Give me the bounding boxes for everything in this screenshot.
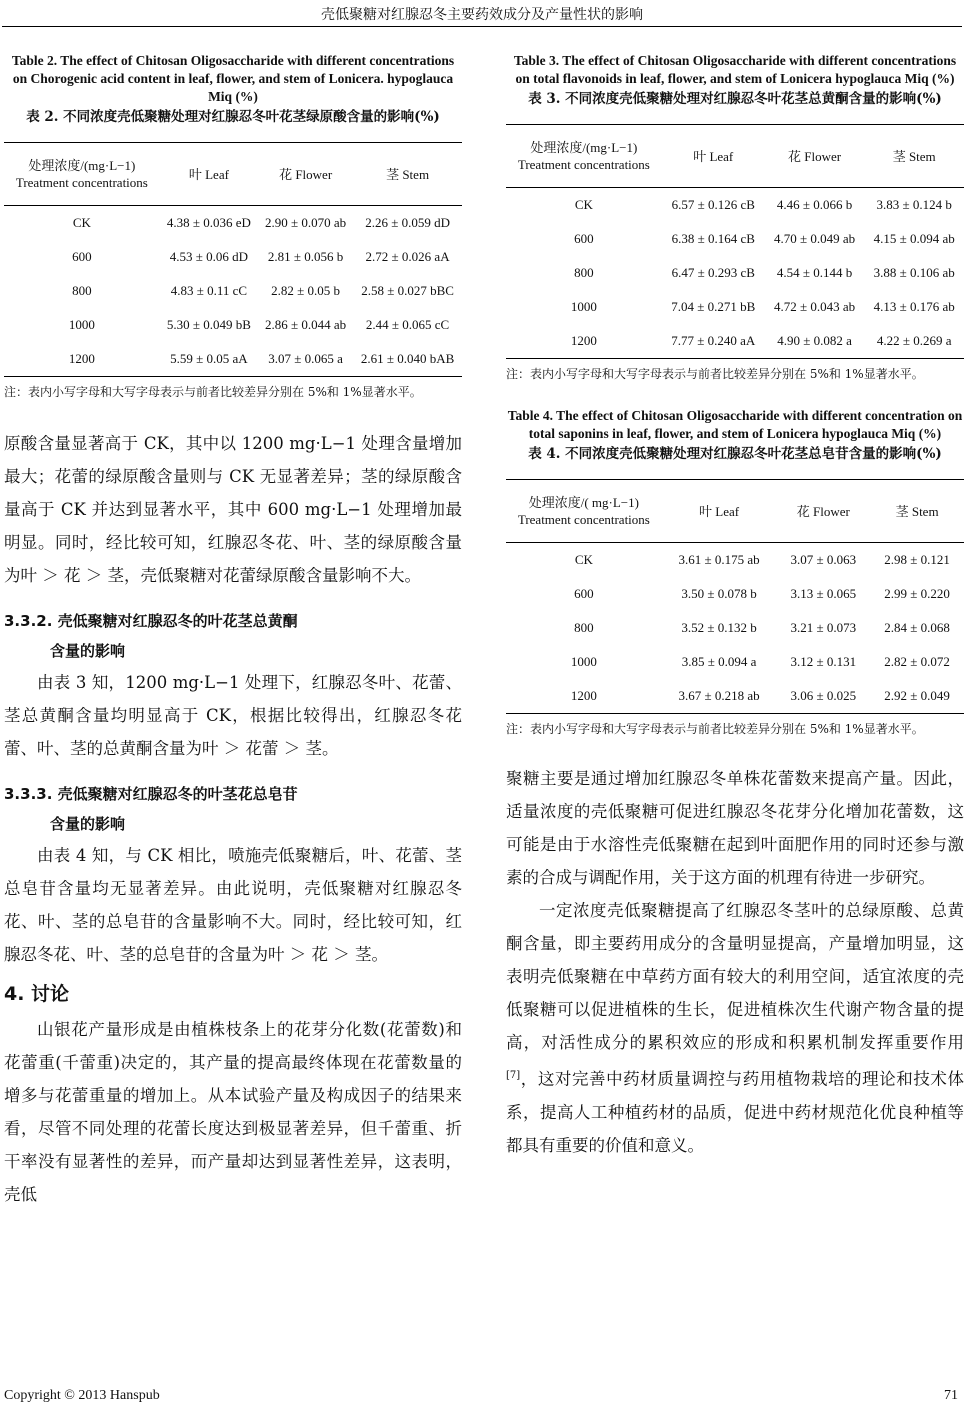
- column-header: 茎 Stem: [870, 480, 964, 543]
- table-row: [4, 308, 462, 342]
- table-cell: 6.47 ± 0.293 cB: [671, 265, 755, 280]
- table-cell: 800: [72, 283, 92, 298]
- table-row: [506, 290, 964, 324]
- table-cell: 600: [72, 249, 92, 264]
- table-cell: 4.70 ± 0.049 ab: [773, 231, 856, 246]
- table-row: [506, 577, 964, 611]
- table-cell: 3.12 ± 0.131: [790, 654, 857, 669]
- table-cell: 2.84 ± 0.068: [884, 620, 950, 635]
- column-header: 处理浓度/( mg·L−1) Treatment concentrations: [506, 480, 662, 543]
- table-cell: 3.13 ± 0.065: [790, 586, 857, 601]
- table4-caption-zh: 表 4. 不同浓度壳低聚糖处理对红腺忍冬叶花茎总皂苷含量的影响(%): [528, 446, 942, 462]
- table3-caption-en: Table 3. The effect of Chitosan Oligosaccharide with different concentrations on total flavonoids in leaf, flower, and stem of Lonicera hypoglauca Miq (%): [513, 53, 957, 86]
- table-cell: 4.38 ± 0.036 eD: [166, 215, 251, 230]
- table-row: [4, 274, 462, 308]
- table-cell: 4.53 ± 0.06 dD: [169, 249, 249, 264]
- table2-caption-en: Table 2. The effect of Chitosan Oligosaccharide with different concentrations on Chorogenic acid content in leaf, flower, and stem of Lonicera. hypoglauca Miq (%): [11, 53, 455, 104]
- column-header: 花 Flower: [765, 125, 865, 188]
- table-row: [4, 206, 462, 241]
- table-cell: 4.90 ± 0.082 a: [765, 324, 865, 359]
- table-cell: 2.99 ± 0.220: [884, 586, 950, 601]
- table-row: [506, 611, 964, 645]
- table4-note: 注：表内小写字母和大写字母表示与前者比较差异分别在 5%和 1%显著水平。: [506, 722, 924, 736]
- table-cell: 1200: [4, 342, 160, 377]
- table-row: [506, 543, 964, 578]
- column-header: 叶 Leaf: [160, 143, 258, 206]
- table-cell: 4.83 ± 0.11 cC: [170, 283, 248, 298]
- table-cell: 3.61 ± 0.175 ab: [678, 552, 760, 567]
- table-cell: CK: [72, 215, 91, 230]
- section-3-3-3-heading: [4, 779, 462, 839]
- table-cell: 3.52 ± 0.132 b: [681, 620, 757, 635]
- paragraph-discussion: 山银花产量形成是由植株枝条上的花芽分化数(花蕾数)和花蕾重(千蕾重)决定的，其产量的提高最终体现在花蕾数量的增多与花蕾重量的增加上。从本试验产量及构成因子的结果来看，尽管不同处理的花蕾长度达到极显著差异，但千蕾重、折干率没有显著性的差异，而产量却达到显著性差异，这表明，壳低: [4, 1020, 462, 1204]
- table3: [506, 124, 964, 359]
- column-header: 茎 Stem: [353, 143, 462, 206]
- table-cell: 1200: [506, 324, 662, 359]
- table-cell: 2.86 ± 0.044 ab: [265, 317, 347, 332]
- section-3-3-2-heading: [4, 606, 462, 666]
- table-cell: 3.83 ± 0.124 b: [876, 197, 952, 212]
- column-header: 叶 Leaf: [662, 480, 777, 543]
- column-header: 茎 Stem: [864, 125, 964, 188]
- table-cell: 1000: [68, 317, 95, 332]
- table-row: [506, 645, 964, 679]
- running-header: 壳低聚糖对红腺忍冬主要药效成分及产量性状的影响: [321, 7, 643, 23]
- table-cell: 600: [574, 231, 594, 246]
- column-header: 处理浓度/(mg·L−1) Treatment concentrations: [4, 143, 160, 206]
- paragraph-conclusion: [506, 894, 964, 1162]
- table-cell: 800: [574, 265, 594, 280]
- table-cell: 3.85 ± 0.094 a: [681, 654, 757, 669]
- table-row: [506, 222, 964, 256]
- page-number: 71: [944, 1388, 958, 1403]
- table-cell: 3.88 ± 0.106 ab: [873, 265, 955, 280]
- right-column: [506, 52, 964, 1162]
- table4-caption-en: Table 4. The effect of Chitosan Oligosaccharide with different concentration on total saponins in leaf, flower, and stem of Lonicera hypoglauca Miq (%): [507, 408, 963, 441]
- table-row: [506, 256, 964, 290]
- table-row: [506, 324, 964, 359]
- table-cell: 2.92 ± 0.049: [870, 679, 964, 714]
- paragraph-yield: 聚糖主要是通过增加红腺忍冬单株花蕾数来提高产量。因此，适量浓度的壳低聚糖可促进红腺忍冬花芽分化增加花蕾数，这可能是由于水溶性壳低聚糖在起到叶面肥作用的同时还参与激素的合成与调配作用，关于这方面的机理有待进一步研究。: [506, 769, 964, 887]
- column-header: 花 Flower: [776, 480, 870, 543]
- table-cell: 3.06 ± 0.025: [776, 679, 870, 714]
- table-cell: 4.22 ± 0.269 a: [864, 324, 964, 359]
- table-cell: 1200: [506, 679, 662, 714]
- citation-ref: [7]: [506, 1070, 521, 1081]
- table-cell: 4.54 ± 0.144 b: [776, 265, 853, 280]
- table-row: [506, 679, 964, 714]
- table-cell: 5.30 ± 0.049 bB: [166, 317, 251, 332]
- table3-note: 注：表内小写字母和大写字母表示与前者比较差异分别在 5%和 1%显著水平。: [506, 367, 924, 381]
- paragraph-chlorogenic: 原酸含量显著高于 CK，其中以 1200 mg·L−1 处理含量增加最大；花蕾的绿原酸含量则与 CK 无显著差异；茎的绿原酸含量高于 CK 并达到显著水平，其中 600 mg·L−1 处理增加最明显。同时，经比较可知，红腺忍冬花、叶、茎的绿原酸含量为叶 ＞ 花 ＞ 茎，壳低聚糖对花蕾绿原酸含量影响不大。: [4, 434, 462, 585]
- table-cell: 4.13 ± 0.176 ab: [873, 299, 955, 314]
- copyright: Copyright © 2013 Hanspub: [4, 1388, 160, 1403]
- table-cell: 2.81 ± 0.056 b: [267, 249, 344, 264]
- table-cell: 7.77 ± 0.240 aA: [662, 324, 765, 359]
- section-3-3-2-title: 3.3.2. 壳低聚糖对红腺忍冬的叶花茎总黄酮: [4, 612, 298, 630]
- conclusion-text-2: ，这对完善中药材质量调控与药用植物栽培的理论和技术体系，提高人工种植药材的品质，促进中药材规范化优良种植等都具有重要的价值和意义。: [506, 1069, 964, 1155]
- paragraph-flavonoids: 由表 3 知，1200 mg·L−1 处理下，红腺忍冬叶、花蕾、茎总黄酮含量均明显高于 CK，根据比较得出，红腺忍冬花蕾、叶、茎的总黄酮含量为叶 ＞ 花蕾 ＞ 茎。: [4, 673, 462, 758]
- left-column: [4, 52, 462, 1211]
- section-3-3-2-title-cont: 含量的影响: [50, 642, 126, 660]
- table-cell: 3.07 ± 0.063: [790, 552, 857, 567]
- table4: [506, 479, 964, 714]
- table-cell: 3.50 ± 0.078 b: [681, 586, 757, 601]
- column-header: 处理浓度/(mg·L−1) Treatment concentrations: [506, 125, 662, 188]
- table-cell: 4.46 ± 0.066 b: [776, 197, 853, 212]
- table-cell: 3.67 ± 0.218 ab: [662, 679, 777, 714]
- table-cell: 6.57 ± 0.126 cB: [671, 197, 755, 212]
- table-cell: 2.44 ± 0.065 cC: [365, 317, 450, 332]
- table-cell: 7.04 ± 0.271 bB: [671, 299, 756, 314]
- table2-note: 注：表内小写字母和大写字母表示与前者比较差异分别在 5%和 1%显著水平。: [4, 385, 422, 399]
- table-cell: 600: [574, 586, 594, 601]
- section-3-3-3-title: 3.3.3. 壳低聚糖对红腺忍冬的叶茎花总皂苷: [4, 785, 298, 803]
- table-cell: 1000: [570, 299, 597, 314]
- table-cell: 2.72 ± 0.026 aA: [365, 249, 450, 264]
- table-cell: 5.59 ± 0.05 aA: [160, 342, 258, 377]
- column-header: 花 Flower: [258, 143, 353, 206]
- table-cell: 3.21 ± 0.073: [790, 620, 857, 635]
- paragraph-saponins: 由表 4 知，与 CK 相比，喷施壳低聚糖后，叶、花蕾、茎总皂苷含量均无显著差异。由此说明，壳低聚糖对红腺忍冬花、叶、茎的总皂苷的含量影响不大。同时，经比较可知，红腺忍冬花、叶、茎的总皂苷的含量为叶 ＞ 花 ＞ 茎。: [4, 846, 462, 964]
- table-cell: 2.98 ± 0.121: [884, 552, 950, 567]
- table-cell: 4.15 ± 0.094 ab: [873, 231, 955, 246]
- table2-caption-zh: 表 2. 不同浓度壳低聚糖处理对红腺忍冬叶花茎绿原酸含量的影响(%): [26, 109, 440, 125]
- table-cell: 2.26 ± 0.059 dD: [365, 215, 450, 230]
- conclusion-text-1: 一定浓度壳低聚糖提高了红腺忍冬茎叶的总绿原酸、总黄酮含量，即主要药用成分的含量明显提高，产量增加明显，这表明壳低聚糖在中草药方面有较大的利用空间，适宜浓度的壳低聚糖可以促进植株的生长，促进植株次生代谢产物含量的提高，对活性成分的累积效应的形成和积累机制发挥重要作用: [506, 901, 964, 1052]
- table-cell: 6.38 ± 0.164 cB: [671, 231, 755, 246]
- column-header: 叶 Leaf: [662, 125, 765, 188]
- table-row: [4, 240, 462, 274]
- table-cell: 1000: [570, 654, 597, 669]
- table-cell: CK: [574, 552, 593, 567]
- table-cell: 2.61 ± 0.040 bAB: [353, 342, 462, 377]
- section-3-3-3-title-cont: 含量的影响: [50, 815, 126, 833]
- section-4-heading: 4. 讨论: [4, 983, 70, 1005]
- header-rule: [2, 26, 962, 27]
- table2: [4, 142, 462, 377]
- table-row: [4, 342, 462, 377]
- table-cell: CK: [574, 197, 593, 212]
- table-cell: 2.58 ± 0.027 bBC: [361, 283, 454, 298]
- table-cell: 4.72 ± 0.043 ab: [773, 299, 856, 314]
- table-cell: 2.82 ± 0.05 b: [271, 283, 341, 298]
- table-cell: 2.82 ± 0.072: [884, 654, 950, 669]
- table3-caption-zh: 表 3. 不同浓度壳低聚糖处理对红腺忍冬叶花茎总黄酮含量的影响(%): [528, 91, 942, 107]
- table-cell: 3.07 ± 0.065 a: [258, 342, 353, 377]
- table-cell: 800: [574, 620, 594, 635]
- table-row: [506, 188, 964, 223]
- table-cell: 2.90 ± 0.070 ab: [265, 215, 347, 230]
